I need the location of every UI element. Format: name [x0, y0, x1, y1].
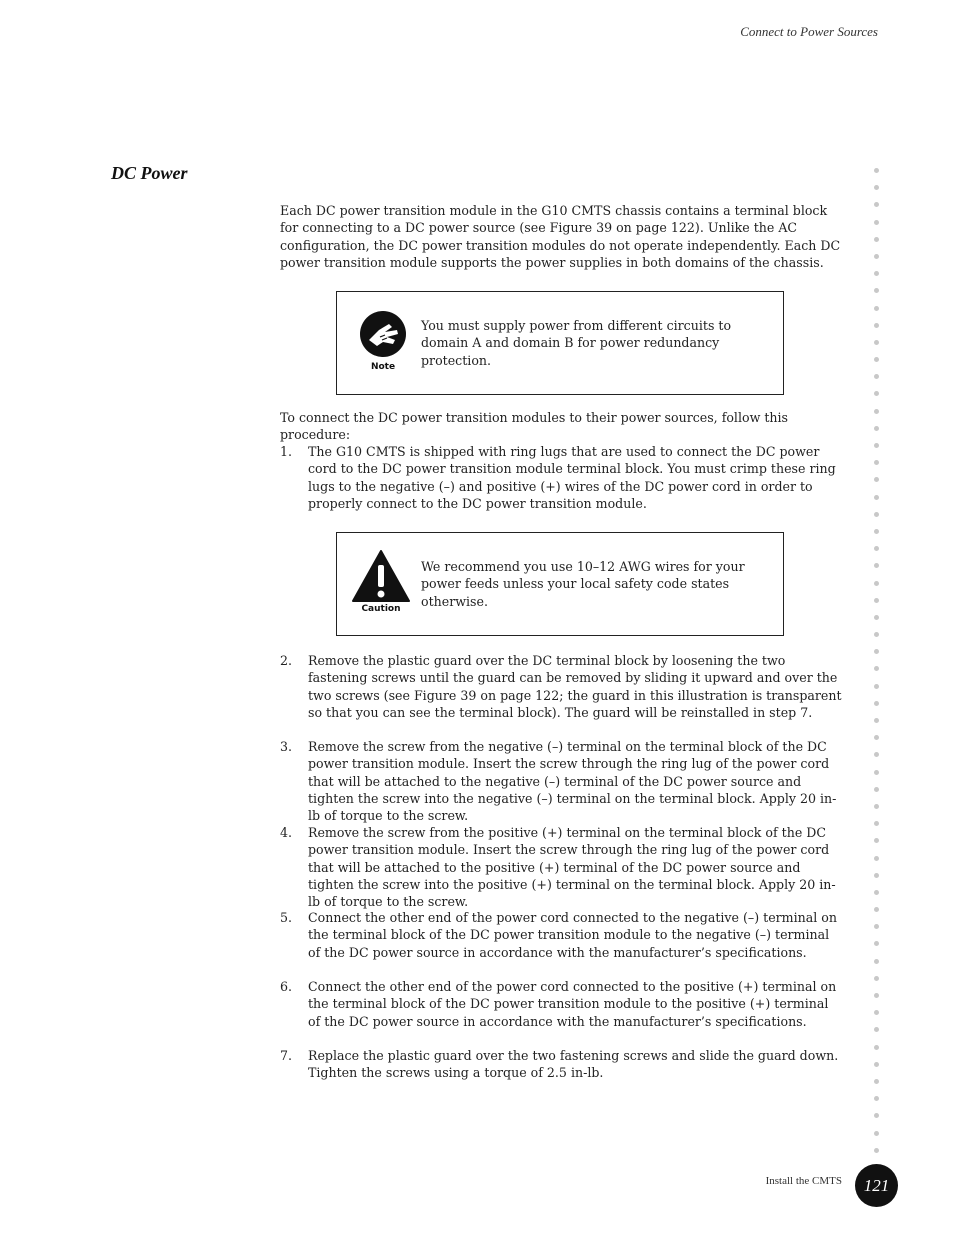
margin-dot	[874, 357, 879, 362]
margin-dot	[874, 959, 879, 964]
margin-dot	[874, 512, 879, 517]
margin-dot	[874, 718, 879, 723]
step-text: Connect the other end of the power cord connected to the positive (+) terminal on the terminal block of the DC power transition module to the positive (+) terminal of the DC power source in accordance with the manufacturer’s specifications.	[308, 979, 837, 1029]
step-text: Connect the other end of the power cord connected to the negative (–) terminal on the terminal block of the DC power transition module to the negative (–) terminal of the DC power source in accordance with the manufacturer’s specifications.	[308, 910, 837, 960]
caution-text: We recommend you use 10–12 AWG wires for your power feeds unless your local safety code states otherwise.	[421, 559, 745, 609]
margin-dot	[874, 374, 879, 379]
margin-dot	[874, 529, 879, 534]
step-4	[280, 824, 842, 910]
margin-dot	[874, 426, 879, 431]
step-number: 3.	[280, 739, 293, 754]
margin-dot-rail	[874, 168, 880, 1165]
intro-paragraph: Each DC power transition module in the G10 CMTS chassis contains a terminal block for connecting to a DC power source (see Figure 39 on page 122). Unlike the AC configuration, the DC power transition modules do not operate independently. Each DC power transition module supports the power supplies in both domains of the chassis.	[280, 203, 841, 270]
margin-dot	[874, 735, 879, 740]
margin-dot	[874, 907, 879, 912]
margin-dot	[874, 477, 879, 482]
margin-dot	[874, 220, 879, 225]
margin-dot	[874, 804, 879, 809]
margin-dot	[874, 254, 879, 259]
margin-dot	[874, 598, 879, 603]
margin-dot	[874, 1062, 879, 1067]
margin-dot	[874, 323, 879, 328]
margin-dot	[874, 684, 879, 689]
step-2	[280, 652, 842, 721]
margin-dot	[874, 202, 879, 207]
step-text: Remove the screw from the positive (+) terminal on the terminal block of the DC power transition module. Insert the screw through the ring lug of the power cord that will be attached to the positive (+) terminal of the DC power source and tighten the screw into the positive (+) terminal on the terminal block. Apply 20 in-lb of torque to the screw.	[308, 825, 836, 910]
margin-dot	[874, 1045, 879, 1050]
margin-dot	[874, 581, 879, 586]
margin-dot	[874, 993, 879, 998]
running-header: Connect to Power Sources	[740, 24, 878, 39]
note-hand-icon	[359, 310, 407, 358]
caution-icon-block	[347, 549, 415, 614]
margin-dot	[874, 306, 879, 311]
margin-dot	[874, 787, 879, 792]
step-number: 5.	[280, 910, 293, 925]
step-6	[280, 978, 842, 1030]
margin-dot	[874, 391, 879, 396]
step-text: Remove the plastic guard over the DC terminal block by loosening the two fastening screws until the guard can be removed by sliding it upward and over the two screws (see Figure 39 on page 122; the guard in this illustration is transparent so that you can see the terminal block). The guard will be reinstalled in step 7.	[308, 653, 842, 720]
margin-dot	[874, 924, 879, 929]
note-icon-block	[349, 310, 417, 372]
margin-dot	[874, 288, 879, 293]
margin-dot	[874, 856, 879, 861]
footer-chapter-label: Install the CMTS	[765, 1175, 842, 1187]
margin-dot	[874, 752, 879, 757]
margin-dot	[874, 632, 879, 637]
step-3	[280, 738, 842, 824]
margin-dot	[874, 649, 879, 654]
note-callout	[336, 291, 784, 395]
margin-dot	[874, 821, 879, 826]
margin-dot	[874, 1131, 879, 1136]
step-number: 4.	[280, 825, 293, 840]
step-text: Replace the plastic guard over the two fastening screws and slide the guard down. Tighten the screws using a torque of 2.5 in-lb.	[308, 1048, 839, 1081]
margin-dot	[874, 271, 879, 276]
step-number: 1.	[280, 444, 293, 459]
margin-dot	[874, 1079, 879, 1084]
note-label: Note	[370, 362, 396, 372]
step-number: 7.	[280, 1048, 293, 1063]
margin-dot	[874, 1010, 879, 1015]
margin-dot	[874, 941, 879, 946]
note-text: You must supply power from different circuits to domain A and domain B for power redundancy protection.	[421, 318, 732, 368]
page-number-badge: 121	[855, 1164, 898, 1207]
margin-dot	[874, 340, 879, 345]
margin-dot	[874, 460, 879, 465]
margin-dot	[874, 546, 879, 551]
margin-dot	[874, 563, 879, 568]
margin-dot	[874, 1113, 879, 1118]
margin-dot	[874, 168, 879, 173]
step-1	[280, 443, 842, 512]
margin-dot	[874, 976, 879, 981]
margin-dot	[874, 185, 879, 190]
step-5	[280, 909, 842, 961]
margin-dot	[874, 666, 879, 671]
margin-dot	[874, 495, 879, 500]
procedure-intro: To connect the DC power transition modules to their power sources, follow this procedure:	[280, 410, 789, 443]
step-number: 2.	[280, 653, 293, 668]
margin-dot	[874, 443, 879, 448]
caution-callout	[336, 532, 784, 636]
step-7	[280, 1047, 842, 1082]
step-number: 6.	[280, 979, 293, 994]
margin-dot	[874, 701, 879, 706]
margin-dot	[874, 237, 879, 242]
margin-dot	[874, 890, 879, 895]
margin-dot	[874, 838, 879, 843]
margin-dot	[874, 615, 879, 620]
caution-label: Caution	[361, 604, 401, 614]
margin-dot	[874, 1148, 879, 1153]
margin-dot	[874, 409, 879, 414]
margin-dot	[874, 770, 879, 775]
caution-triangle-icon	[351, 549, 411, 603]
section-title: DC Power	[111, 163, 188, 183]
margin-dot	[874, 1096, 879, 1101]
step-text: The G10 CMTS is shipped with ring lugs that are used to connect the DC power cord to the DC power transition module terminal block. You must crimp these ring lugs to the negative (–) and positive (+) wires of the DC power cord in order to properly connect to the DC power transition module.	[308, 444, 836, 511]
margin-dot	[874, 873, 879, 878]
step-text: Remove the screw from the negative (–) terminal on the terminal block of the DC power transition module. Insert the screw through the ring lug of the power cord that will be attached to the negative (–) terminal of the DC power source and tighten the screw into the negative (–) terminal on the terminal block. Apply 20 in-lb of torque to the screw.	[308, 739, 837, 824]
margin-dot	[874, 1027, 879, 1032]
